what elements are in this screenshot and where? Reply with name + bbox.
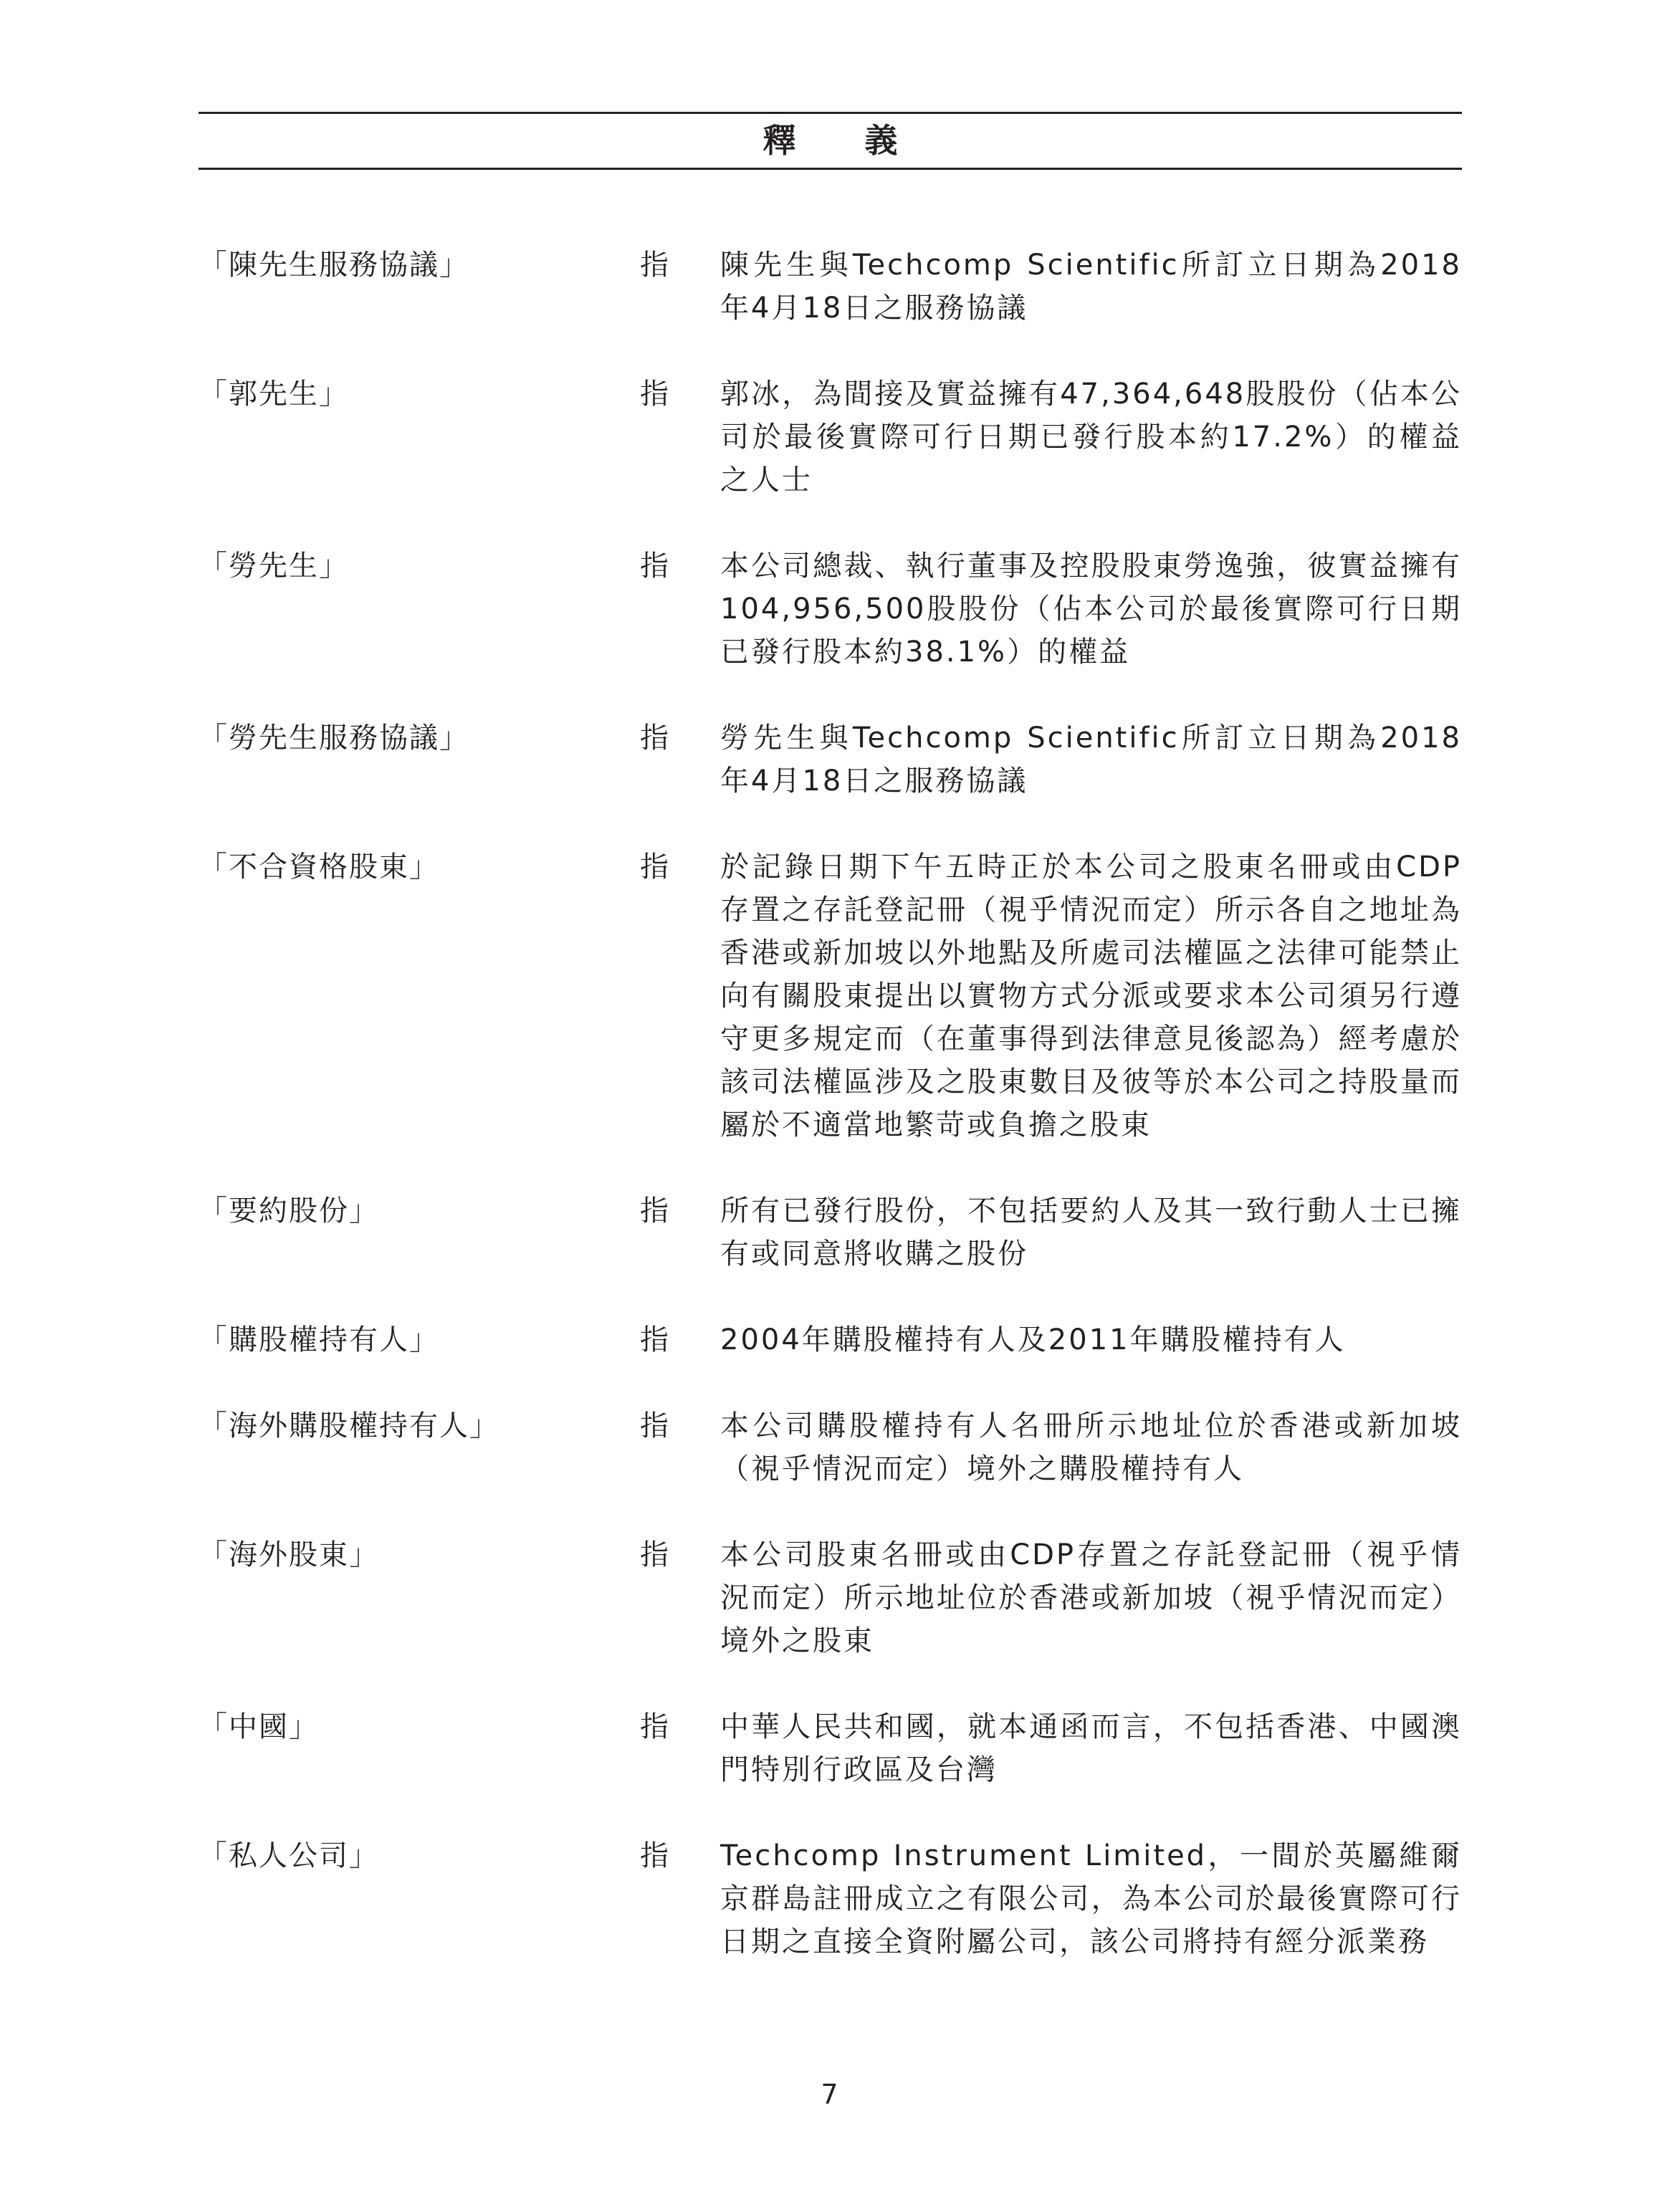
definition-text: 勞先生與Techcomp Scientific所訂立日期為2018年4月18日之服務協議 [720, 722, 1462, 798]
definition-term: 「不合資格股東」 [199, 851, 439, 884]
definition-term: 「海外股東」 [199, 1538, 379, 1571]
definition-entry [0, 545, 1659, 674]
page-number: 7 [821, 2079, 838, 2110]
definition-term: 「中國」 [199, 1710, 319, 1743]
means-label: 指 [640, 378, 669, 411]
definition-term: 「要約股份」 [199, 1194, 379, 1227]
definitions-list [0, 244, 1659, 2006]
definition-entry [0, 846, 1659, 1146]
means-label: 指 [640, 550, 669, 583]
definition-text: 郭冰，為間接及實益擁有47,364,648股股份（佔本公司於最後實際可行日期已發行股本約17.2%）的權益之人士 [720, 378, 1462, 497]
definition-entry [0, 1318, 1659, 1361]
definition-text: 本公司股東名冊或由CDP存置之存託登記冊（視乎情況而定）所示地址位於香港或新加坡（視乎情況而定）境外之股東 [720, 1538, 1462, 1657]
definition-term: 「勞先生服務協議」 [199, 722, 469, 755]
definition-entry [0, 717, 1659, 803]
definition-text: 本公司購股權持有人名冊所示地址位於香港或新加坡（視乎情況而定）境外之購股權持有人 [720, 1409, 1462, 1485]
definition-term: 「海外購股權持有人」 [199, 1409, 499, 1442]
means-label: 指 [640, 1839, 669, 1872]
definition-text: 中華人民共和國，就本通函而言，不包括香港、中國澳門特別行政區及台灣 [720, 1710, 1462, 1786]
means-label: 指 [640, 851, 669, 884]
means-label: 指 [640, 722, 669, 755]
header-top-rule [199, 112, 1462, 114]
definition-entry [0, 1533, 1659, 1662]
definition-text: 於記錄日期下午五時正於本公司之股東名冊或由CDP存置之存託登記冊（視乎情況而定）所示各自之地址為香港或新加坡以外地點及所處司法權區之法律可能禁止向有關股東提出以實物方式分派或要求本公司須另行遵守更多規定而（在董事得到法律意見後認為）經考慮於該司法權區涉及之股東數目及彼等於本公司之持股量而屬於不適當地繁苛或負擔之股東 [720, 851, 1462, 1141]
header-bottom-rule [199, 168, 1462, 170]
definition-term: 「郭先生」 [199, 378, 349, 411]
definition-text: 本公司總裁、執行董事及控股股東勞逸強，彼實益擁有 104,956,500股股份（佔本公司於最後實際可行日期已發行股本約38.1%）的權益 [720, 550, 1462, 669]
definition-text: Techcomp Instrument Limited，一間於英屬維爾京群島註冊成立之有限公司，為本公司於最後實際可行日期之直接全資附屬公司，該公司將持有經分派業務 [720, 1839, 1462, 1958]
definition-entry [0, 1404, 1659, 1490]
definition-text: 所有已發行股份，不包括要約人及其一致行動人士已擁有或同意將收購之股份 [720, 1194, 1462, 1270]
definition-term: 「陳先生服務協議」 [199, 249, 469, 282]
definition-term: 「勞先生」 [199, 550, 349, 583]
definition-entry [0, 1189, 1659, 1275]
means-label: 指 [640, 1194, 669, 1227]
definition-entry [0, 1834, 1659, 1963]
definition-entry [0, 1705, 1659, 1791]
definition-term: 「購股權持有人」 [199, 1323, 439, 1356]
page-title: 釋 義 [762, 121, 927, 160]
means-label: 指 [640, 1409, 669, 1442]
definition-text: 陳先生與Techcomp Scientific所訂立日期為2018年4月18日之服務協議 [720, 249, 1462, 325]
means-label: 指 [640, 1323, 669, 1356]
means-label: 指 [640, 1538, 669, 1571]
means-label: 指 [640, 1710, 669, 1743]
definition-entry [0, 373, 1659, 502]
definition-term: 「私人公司」 [199, 1839, 379, 1872]
definition-text: 2004年購股權持有人及2011年購股權持有人 [720, 1323, 1346, 1356]
definition-entry [0, 244, 1659, 330]
means-label: 指 [640, 249, 669, 282]
